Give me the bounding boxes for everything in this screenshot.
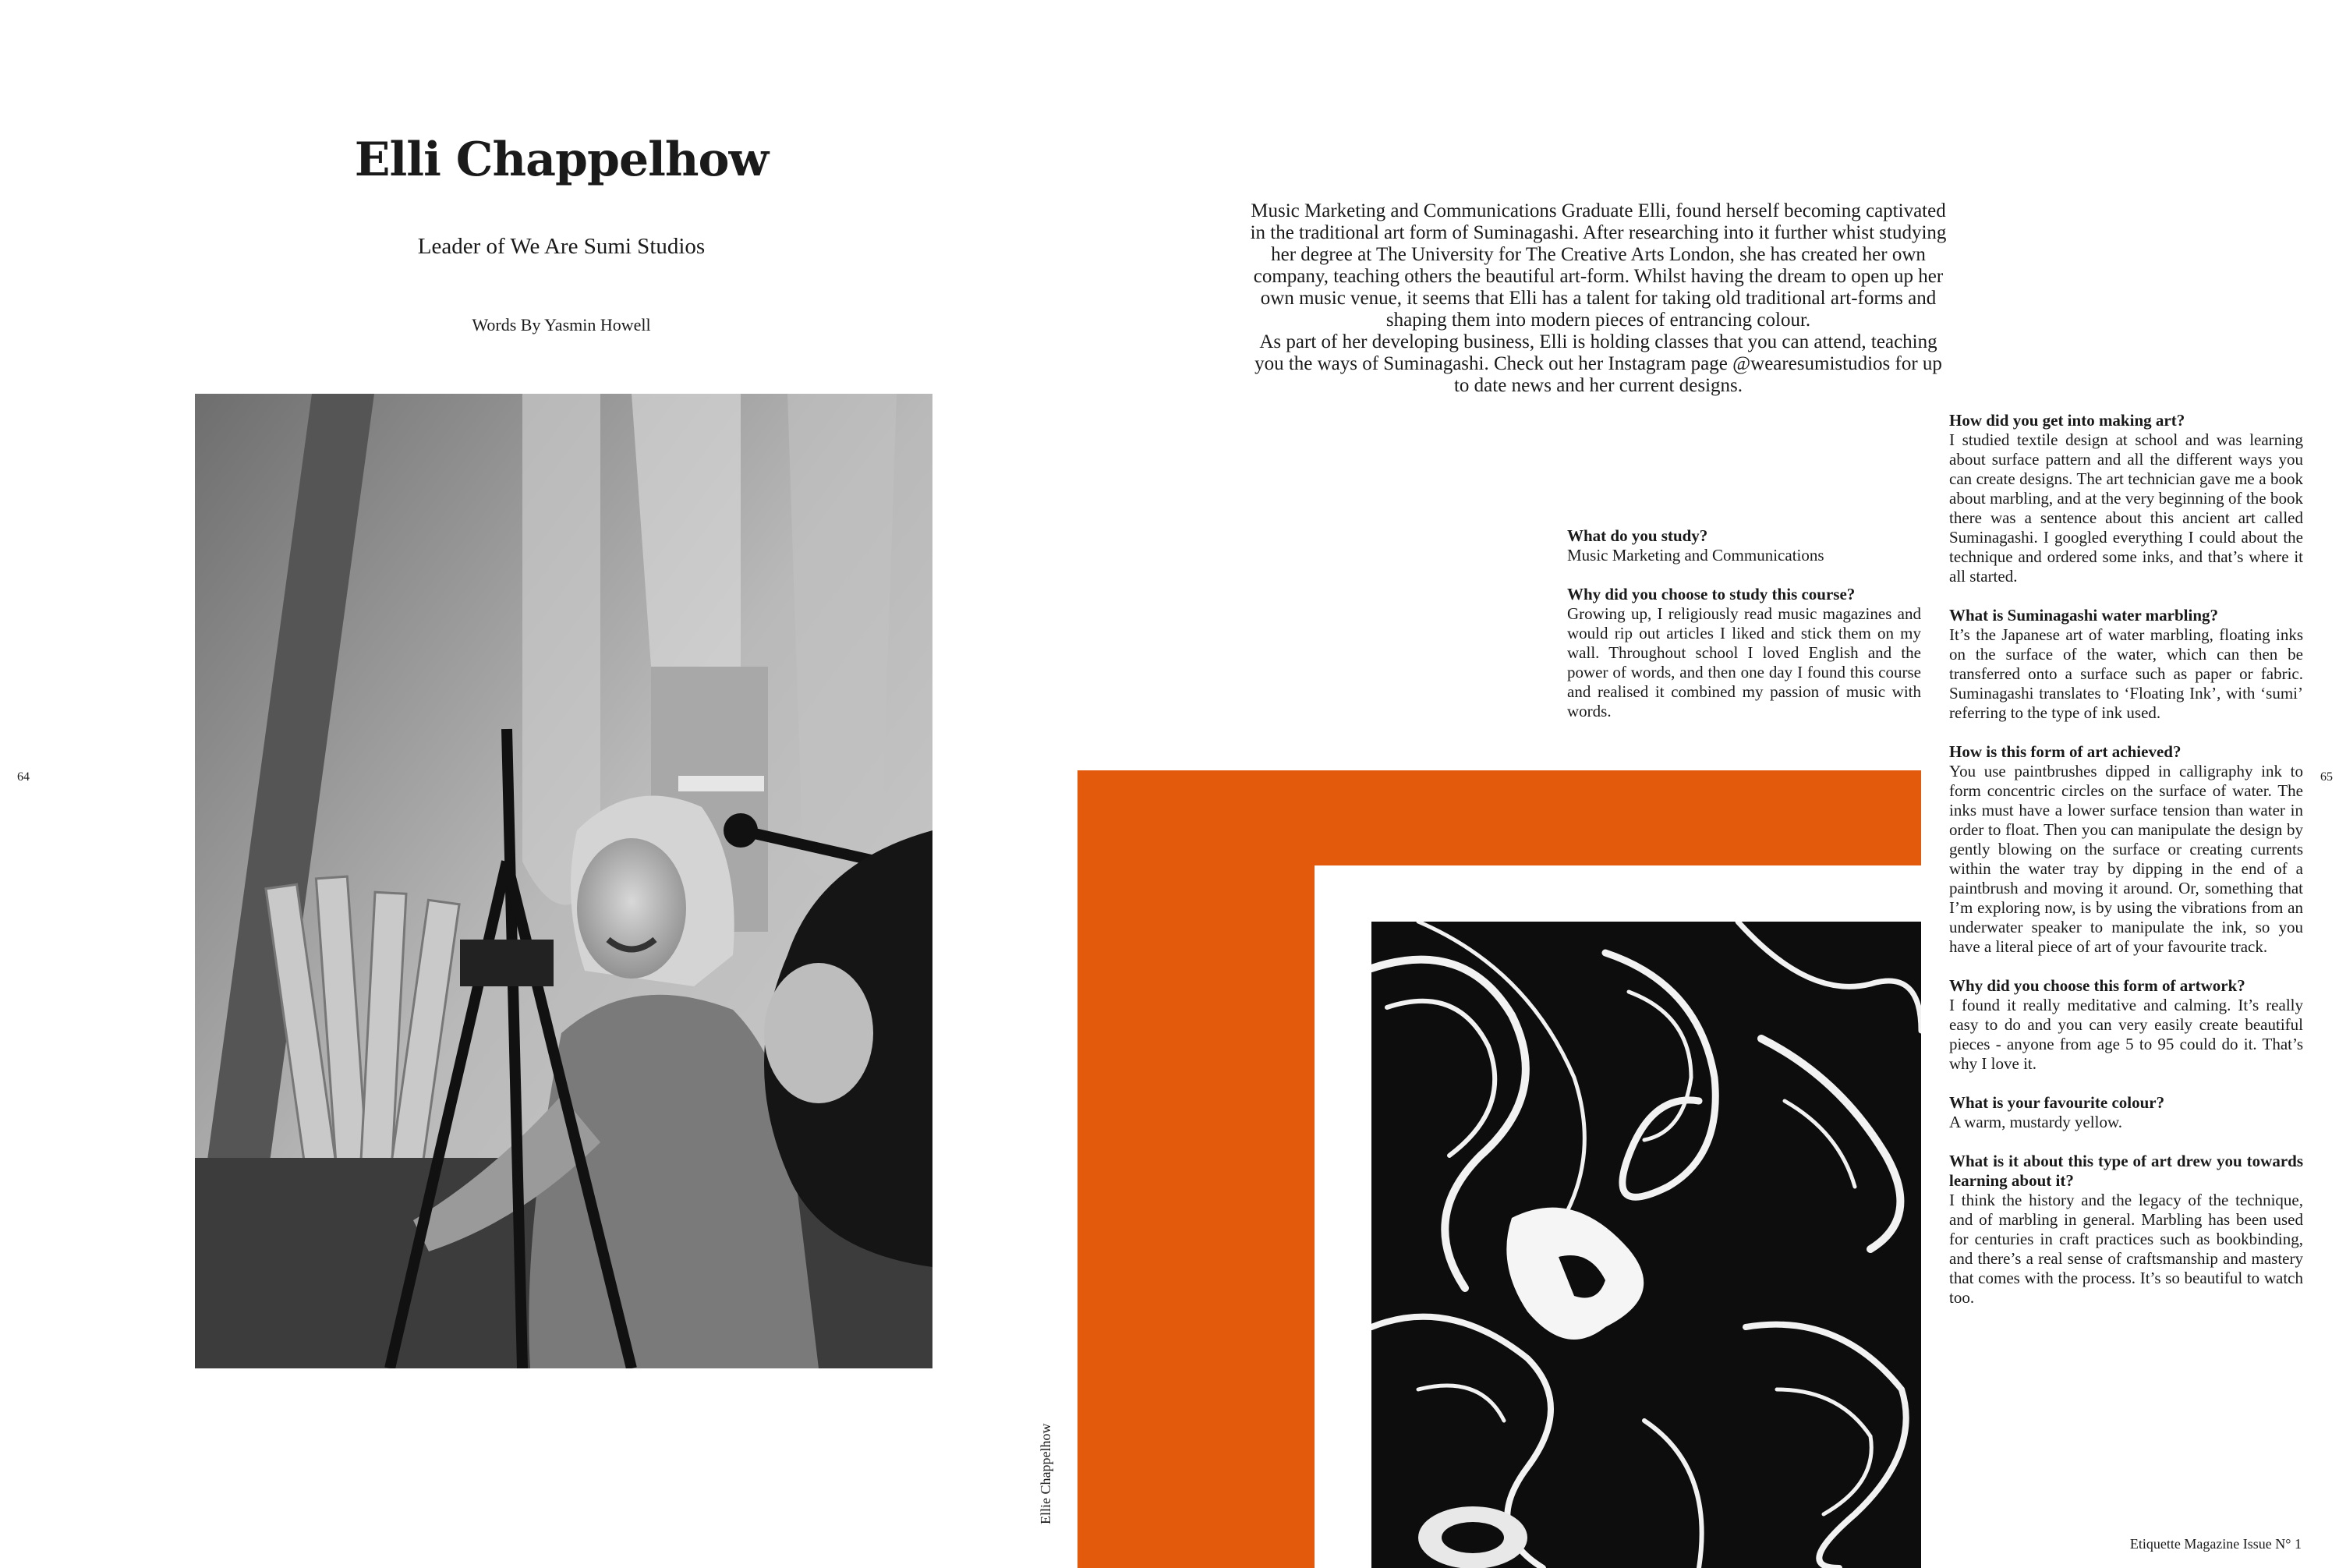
marbling-artwork [1371, 922, 1921, 1568]
answer: You use paintbrushes dipped in calligraphy ink to form concentric circles on the surface of water. The inks must have a lower surface tension than water in order to float. Then you can manipulate the design by gently blowing on the surface or creating currents within the water tray by dipping in the end of a paintbrush and moving it around. Or, something that I’m exploring now, is by using the vibrations from an underwater speaker to manipulate the ink, so you have a literal piece of art of your favourite track. [1949, 762, 2303, 956]
qa-item [1949, 1093, 2303, 1132]
page-number-left: 64 [17, 770, 30, 784]
question: What is Suminagashi water marbling? [1949, 606, 2218, 625]
question: How did you get into making art? [1949, 411, 2185, 430]
intro-paragraph: As part of her developing business, Elli is holding classes that you can attend, teaching you the ways of Suminagashi. Check out her Instagram page @wearesumistudios for up to date news and her current designs. [1254, 331, 1942, 396]
magazine-footer: Etiquette Magazine Issue N° 1 [2129, 1536, 2302, 1552]
portrait-photo [195, 394, 932, 1368]
qa-item [1949, 976, 2303, 1074]
question: How is this form of art achieved? [1949, 742, 2182, 761]
question: Why did you choose to study this course? [1567, 585, 1856, 603]
question: What is it about this type of art drew you towards learning about it? [1949, 1152, 2303, 1190]
answer: I studied textile design at school and was learning about surface pattern and all the different ways you can create designs. The art technician gave me a book about marbling, and at the very beginning of the book there was a sentence about this ancient art called Suminagashi. I googled everything I could about the technique and ordered some inks, and that’s where it all started. [1949, 430, 2303, 586]
answer: Music Marketing and Communications [1567, 546, 1824, 565]
question: What do you study? [1567, 526, 1708, 545]
qa-item [1567, 526, 1921, 565]
interview-column-left [1567, 526, 1921, 741]
intro-text [1247, 200, 1949, 397]
qa-item [1949, 1152, 2303, 1308]
page-number-right: 65 [2320, 770, 2333, 784]
question: What is your favourite colour? [1949, 1093, 2165, 1112]
qa-item [1949, 742, 2303, 957]
byline: Words By Yasmin Howell [472, 315, 651, 334]
answer: Growing up, I religiously read music magazines and would rip out articles I liked and stick them on my wall. Throughout school I loved English and the power of words, and then one day I found this course and realised it combined my passion of music with words. [1567, 604, 1921, 720]
article-title: Elli Chappelhow [354, 133, 769, 187]
answer: It’s the Japanese art of water marbling, floating inks on the surface of the water, which can then be transferred onto a surface such as paper or fabric. Suminagashi translates to ‘Floating Ink’, with ‘sumi’ referring to the type of ink used. [1949, 625, 2303, 722]
qa-item [1567, 585, 1921, 721]
qa-item [1949, 606, 2303, 723]
answer: A warm, mustardy yellow. [1949, 1113, 2123, 1131]
intro-paragraph: Music Marketing and Communications Graduate Elli, found herself becoming captivated in the traditional art form of Suminagashi. After researching into it further whist studying her degree at The University for The Creative Arts London, she has created her own company, teaching others the beautiful art-form. Whilst having the dream to open up her own music venue, it seems that Elli has a talent for taking old traditional art-forms and shaping them into modern pieces of entrancing colour. [1250, 200, 1947, 331]
photo-credit-vertical: Ellie Chappelhow [1038, 1423, 1053, 1524]
answer: I think the history and the legacy of the technique, and of marbling in general. Marbling has been used for centuries in craft practices such as bookbinding, and there’s a real sense of craftsmanship and mastery that comes with the process. It’s so beautiful to watch too. [1949, 1191, 2303, 1307]
interview-column-right [1949, 411, 2303, 1327]
question: Why did you choose this form of artwork? [1949, 976, 2245, 995]
qa-item [1949, 411, 2303, 586]
answer: I found it really meditative and calming. It’s really easy to do and you can very easily create beautiful pieces - anyone from age 5 to 95 could do it. That’s why I love it. [1949, 996, 2303, 1073]
article-subtitle: Leader of We Are Sumi Studios [417, 234, 706, 259]
